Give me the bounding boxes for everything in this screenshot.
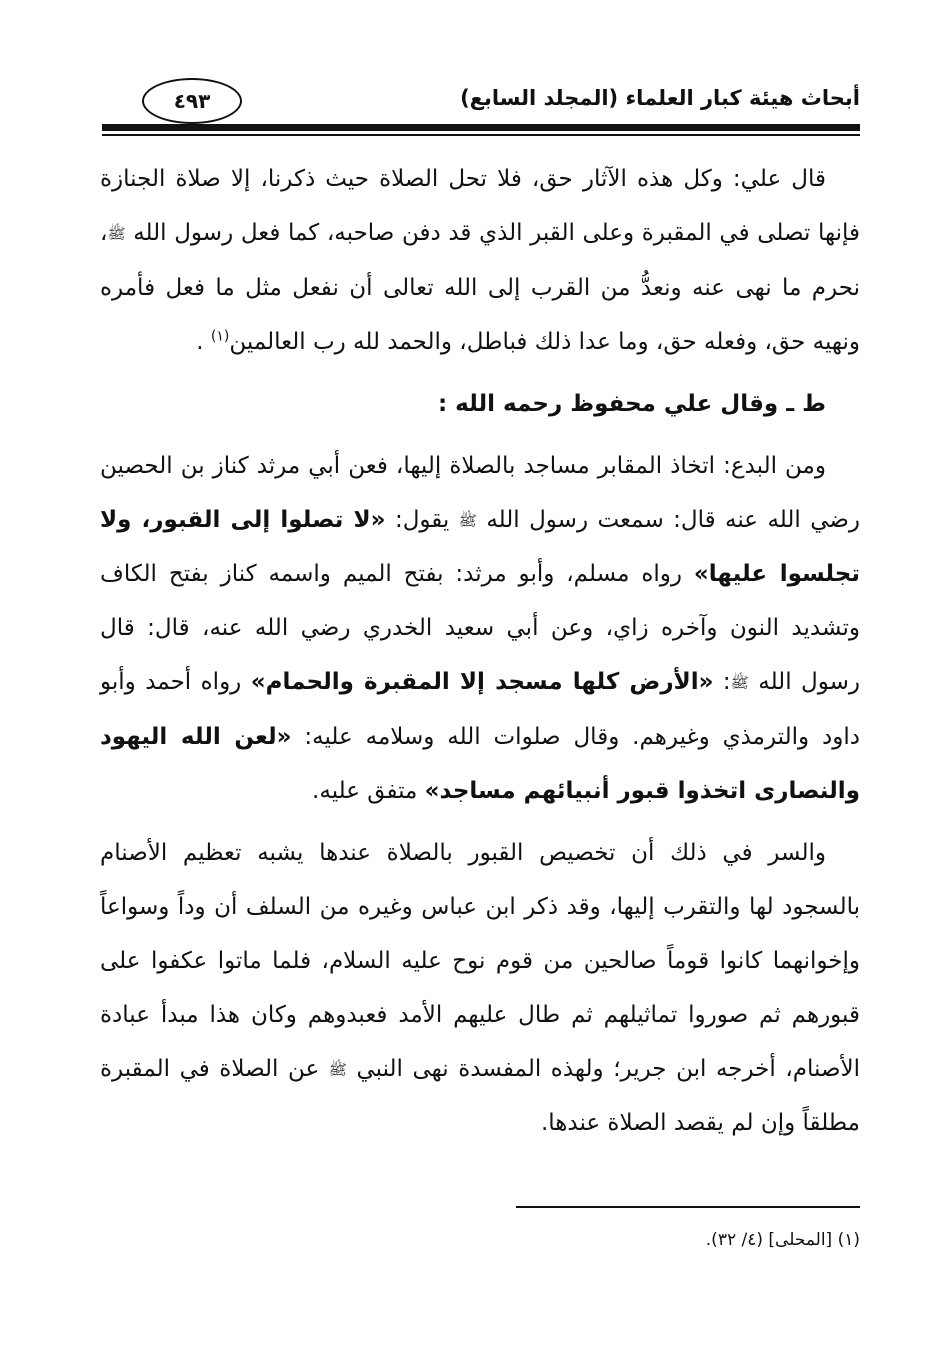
honorific-symbol: ﷺ xyxy=(328,1060,347,1078)
paragraph-3-text-b: عن الصلاة في المقبرة مطلقاً وإن لم يقصد الصلاة عندها. xyxy=(100,1055,860,1136)
paragraph-1-text-a: قال علي: وكل هذه الآثار حق، فلا تحل الصلاة حيث ذكرنا، إلا صلاة الجنازة فإنها تصلى في المقبرة وعلى القبر الذي قد دفن صاحبه، كما فعل رسول الله xyxy=(100,166,860,246)
paragraph-2-text-d: : xyxy=(713,669,731,695)
section-heading: ط ـ وقال علي محفوظ رحمه الله : xyxy=(437,390,826,417)
paragraph-2-text-f: متفق عليه. xyxy=(312,777,425,804)
page-number-oval xyxy=(142,78,242,124)
paragraph-2 xyxy=(100,439,860,818)
paragraph-2-text-e: رواه أحمد وأبو داود والترمذي وغيرهم. وقال صلوات الله وسلامه عليه: xyxy=(100,669,860,750)
honorific-symbol: ﷺ xyxy=(107,224,126,243)
hadith-quote-1: «لا تصلوا إلى القبور، ولا تجلسوا عليها» xyxy=(100,506,861,587)
paragraph-1-text-b: ، نحرم ما نهى عنه ونعدُّ من القرب إلى الله تعالى أن نفعل مثل ما فعل فأمره ونهيه حق، وفعله حق، وما عدا ذلك فباطل، والحمد لله رب العالمين xyxy=(100,220,860,355)
footnote-reference: (١) xyxy=(210,327,230,344)
main-text xyxy=(100,152,860,1150)
paragraph-1 xyxy=(100,152,860,369)
header-rule-thick xyxy=(102,124,860,131)
honorific-symbol: ﷺ xyxy=(730,673,749,692)
footnote-rule xyxy=(516,1206,860,1208)
footnote: (١) [المحلى] (٤/ ٣٢). xyxy=(705,1230,860,1250)
paragraph-3 xyxy=(100,826,860,1151)
paragraph-2-text-b: يقول: xyxy=(385,506,459,533)
paragraph-2-text-a: ومن البدع: اتخاذ المقابر مساجد بالصلاة إليها، فعن أبي مرثد كناز بن الحصين رضي الله عنه قال: سمعت رسول الله xyxy=(100,452,861,533)
running-title: أبحاث هيئة كبار العلماء (المجلد السابع) xyxy=(460,86,860,110)
paragraph-1-text-c: . xyxy=(196,328,211,355)
hadith-quote-2: «الأرض كلها مسجد إلا المقبرة والحمام» xyxy=(250,669,714,695)
paragraph-3-text-a: والسر في ذلك أن تخصيص القبور بالصلاة عندها يشبه تعظيم الأصنام بالسجود لها والتقرب إليها، وقد ذكر ابن عباس وغيره من السلف أن وداً وسواعاً وإخوانهما كانوا قوماً صالحين من قوم نوح عليه السلام، فلما ماتوا عكفوا على قبورهم ثم صوروا تماثيلهم ثم طال عليهم الأمد فعبدوهم وكان هذا مبدأ عبادة الأصنام، أخرجه ابن جرير؛ ولهذه المفسدة نهى النبي xyxy=(100,839,861,1082)
paragraph-2-text-c: رواه مسلم، وأبو مرثد: بفتح الميم واسمه كناز بفتح الكاف وتشديد النون وآخره زاي، وعن أبي سعيد الخدري رضي الله عنه، قال: قال رسول الله xyxy=(100,561,860,695)
hadith-quote-3: «لعن الله اليهود والنصارى اتخذوا قبور أنبيائهم مساجد» xyxy=(100,723,860,804)
page-header xyxy=(102,70,860,130)
honorific-symbol: ﷺ xyxy=(458,511,477,529)
page-number: ٤٩٣ xyxy=(173,89,211,113)
header-rule-thin xyxy=(102,134,860,136)
